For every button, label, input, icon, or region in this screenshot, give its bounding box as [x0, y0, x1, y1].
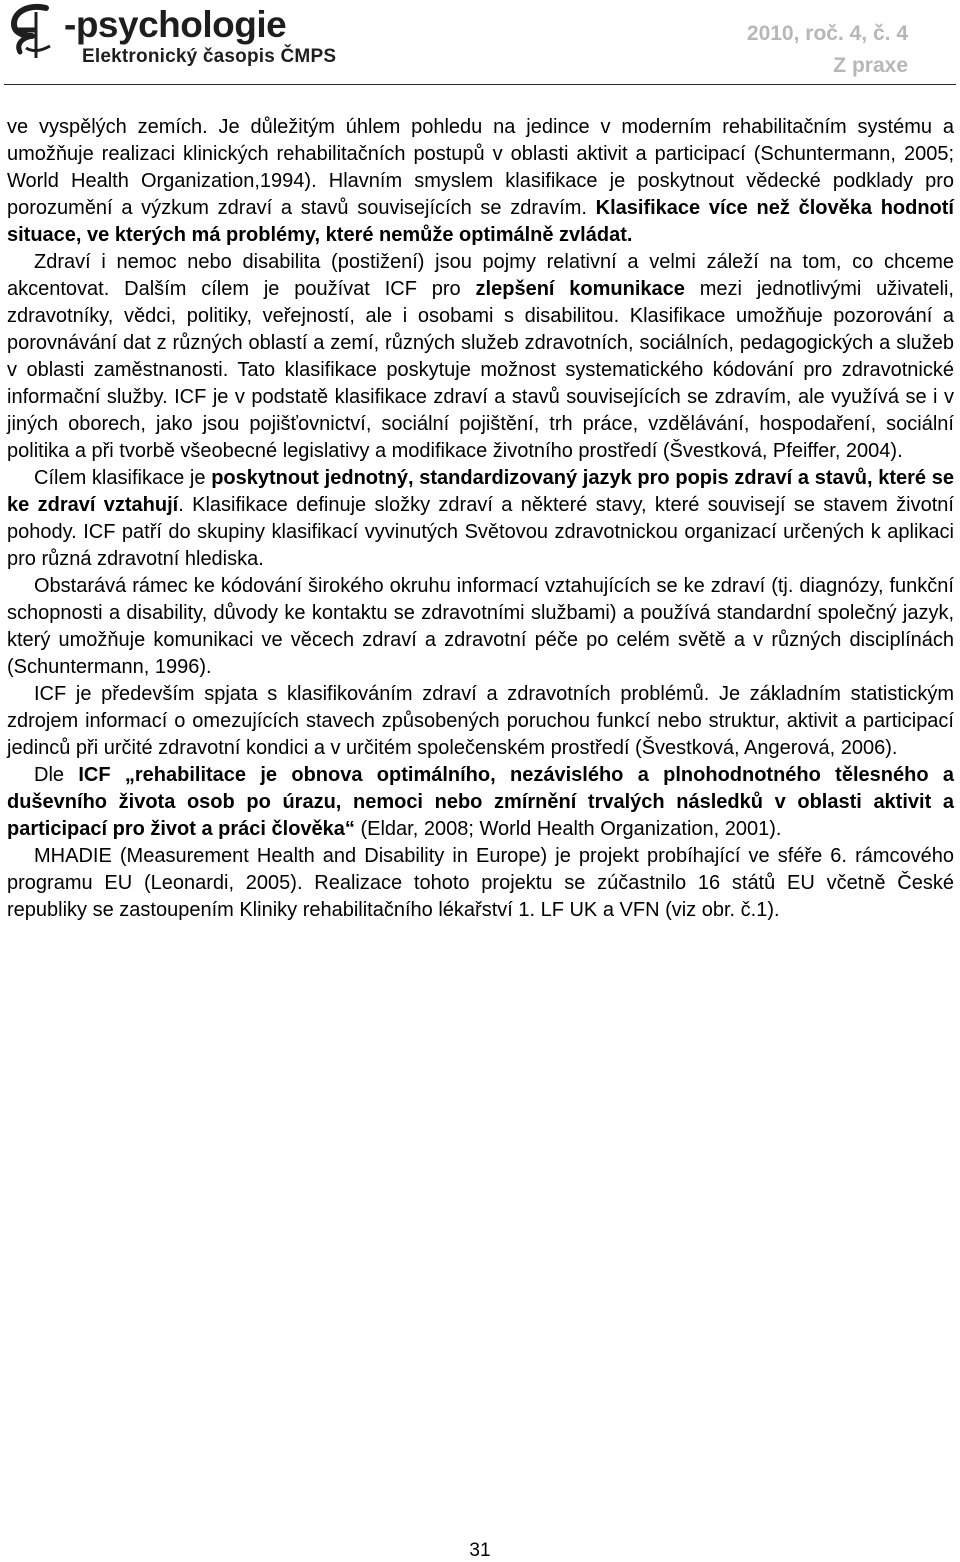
text-run: Zdraví i nemoc nebo disabilita (postižení) jsou pojmy relativní a velmi záleží na tom, co chceme akcentovat. Dalším cílem je používat ICF pro	[7, 251, 954, 300]
logo-title: -psychologie	[64, 4, 287, 45]
page-header	[0, 0, 960, 90]
header-divider	[4, 84, 956, 85]
bold-text: Klasifikace více než člověka hodnotí situace, ve kterých má problémy, které nemůže optimálně zvládat.	[7, 197, 954, 246]
text-run: Obstarává rámec ke kódování širokého okruhu informací vztahujících se ke zdraví (tj. diagnózy, funkční schopnosti a disability, důvody ke kontaktu se zdravotními službami) a používá standardní společný jazyk, který umožňuje komunikaci ve věcech zdraví a zdravotní péče po celém světě a v různých disciplínách (Schuntermann, 1996).	[7, 575, 954, 678]
paragraph	[7, 465, 954, 573]
psi-logo-icon	[6, 2, 64, 60]
text-run: (Eldar, 2008; World Health Organization, 2001).	[354, 818, 782, 840]
text-run: . Klasifikace definuje složky zdraví a některé stavy, které souvisejí se stavem životní pohody. ICF patří do skupiny klasifikací vyvinutých Světovou zdravotnickou organizací určených k aplikaci pro různá zdravotní hlediska.	[7, 494, 954, 570]
article-body	[7, 114, 954, 924]
paragraph	[7, 762, 954, 843]
bold-text: ICF „rehabilitace je obnova optimálního, nezávislého a plnohodnotného tělesného a duševního života osob po úrazu, nemoci nebo zmírnění trvalých následků v oblasti aktivit a participací pro život a práci člověka“	[7, 764, 954, 840]
text-run: ICF je především spjata s klasifikováním zdraví a zdravotních problémů. Je základním statistickým zdrojem informací o omezujících stavech způsobených poruchou funkcí nebo struktur, aktivit a participací jedinců při určité zdravotní kondici a v určitém společenském prostředí (Švestková, Angerová, 2006).	[7, 683, 954, 759]
paragraph	[7, 843, 954, 924]
text-run: mezi jednotlivými uživateli, zdravotníky, vědci, politiky, veřejností, ale i osobami s disabilitou. Klasifikace umožňuje pozorování a porovnávání dat z různých oblastí a zemí, různých služeb zdravotních, sociálních, pedagogických a služeb v oblasti zaměstnanosti. Tato klasifikace poskytuje možnost systematického kódování pro zdravotnické informační služby. ICF je v podstatě klasifikace zdraví a stavů souvisejících se zdravím, ale využívá se i v jiných oborech, jako jsou pojišťovnictví, sociální pojištění, trh práce, vzdělávání, hospodaření, sociální politika a při tvorbě všeobecné legislativy a modifikace životního prostředí (Švestková, Pfeiffer, 2004).	[7, 278, 954, 462]
page-number: 31	[469, 1540, 491, 1561]
journal-logo	[6, 2, 366, 74]
logo-subtitle: Elektronický časopis ČMPS	[82, 46, 337, 67]
paragraph	[7, 114, 954, 249]
issue-info: 2010, roč. 4, č. 4	[746, 22, 908, 45]
paragraph	[7, 573, 954, 681]
bold-text: zlepšení komunikace	[475, 278, 685, 300]
text-run: ve vyspělých zemích. Je důležitým úhlem pohledu na jedince v moderním rehabilitačním systému a umožňuje realizaci klinických rehabilitačních postupů v oblasti aktivit a participací (Schuntermann, 2005; World Health Organization,1994). Hlavním smyslem klasifikace je poskytnout vědecké podklady pro porozumění a výzkum zdraví a stavů souvisejících se zdravím.	[7, 116, 954, 219]
paragraph	[7, 681, 954, 762]
paragraph	[7, 249, 954, 465]
text-run: Cílem klasifikace je	[34, 467, 212, 489]
text-run: Dle	[34, 764, 79, 786]
text-run: MHADIE (Measurement Health and Disability in Europe) je projekt probíhající ve sféře 6. rámcového programu EU (Leonardi, 2005). Realizace tohoto projektu se zúčastnilo 16 států EU včetně České republiky se zastoupením Kliniky rehabilitačního lékařství 1. LF UK a VFN (viz obr. č.1).	[7, 845, 954, 921]
section-label: Z praxe	[833, 54, 908, 77]
bold-text: poskytnout jednotný, standardizovaný jazyk pro popis zdraví a stavů, které se ke zdraví vztahují	[7, 467, 955, 516]
